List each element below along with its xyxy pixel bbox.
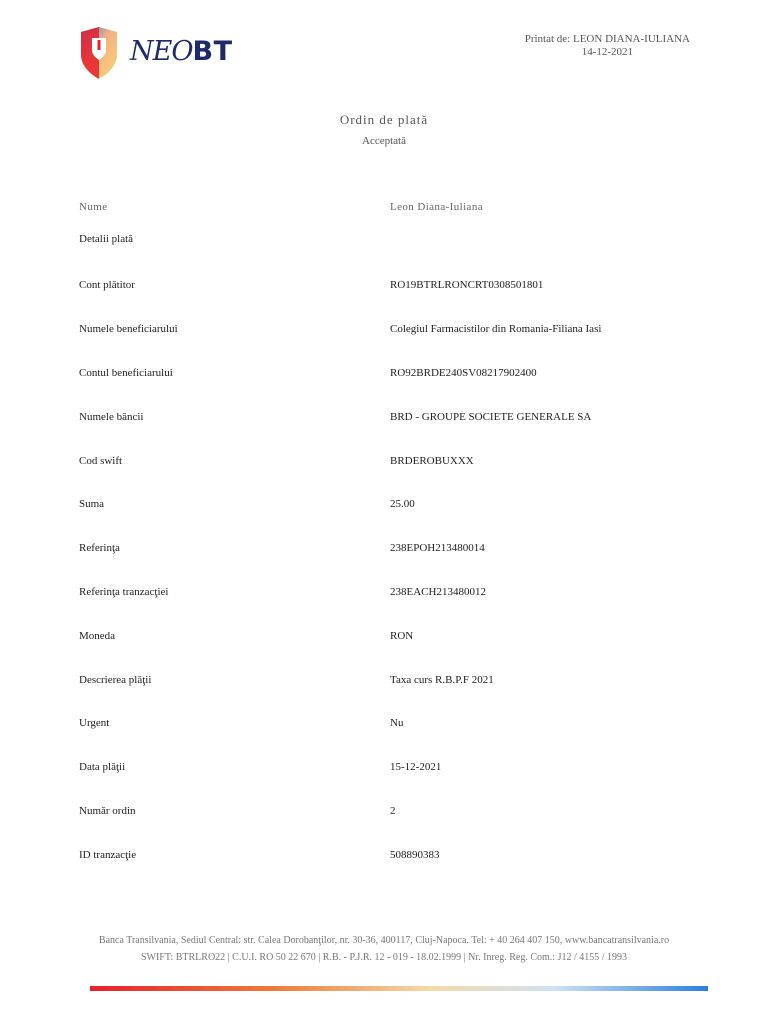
detail-label: Cont plătitor [79, 279, 135, 291]
logo-neo-text: NEO [130, 36, 193, 67]
detail-label: Descrierea plăţii [79, 674, 152, 686]
detail-value: 238EACH213480012 [390, 586, 486, 598]
detail-value: RON [390, 630, 414, 642]
detail-label: Referinţa [79, 542, 120, 554]
detail-row-urgent [0, 717, 768, 733]
detail-row-reference [0, 542, 768, 558]
detail-label: ID tranzacţie [79, 849, 137, 861]
detail-label: Moneda [79, 630, 116, 642]
detail-row-payment-date [0, 761, 768, 777]
detail-label: Contul beneficiarului [79, 367, 173, 379]
detail-value: Nu [390, 717, 404, 729]
detail-value: BRDEROBUXXX [390, 455, 474, 467]
detail-value: 2 [390, 805, 396, 817]
logo-bt-text: BT [192, 36, 233, 67]
detail-row-beneficiary-account [0, 367, 768, 383]
detail-label: Suma [79, 498, 105, 510]
detail-row-beneficiary-name [0, 323, 768, 339]
detail-value: 238EPOH213480014 [390, 542, 485, 554]
shield-logo-icon [78, 26, 120, 80]
detail-label: Numele băncii [79, 411, 144, 423]
detail-row-transaction-id [0, 849, 768, 865]
detail-row-order-number [0, 805, 768, 821]
detail-value: Taxa curs R.B.P.F 2021 [390, 674, 494, 686]
section-title-payment-details: Detalii plată [79, 233, 134, 245]
footer-address-line: Banca Transilvania, Sediul Central: str. Calea Dorobanţilor, nr. 30-36, 400117, Cluj-Napoca. Tel: + 40 264 407 150, www.bancatransilvania.ro [98, 935, 670, 946]
detail-value: RO92BRDE240SV08217902400 [390, 367, 537, 379]
name-row [0, 201, 768, 217]
detail-label: Urgent [79, 717, 110, 729]
detail-value: Colegiul Farmacistilor din Romania-Filiana Iasi [390, 323, 602, 335]
footer-registration-line: SWIFT: BTRLRO22 | C.U.I. RO 50 22 670 | R.B. - P.J.R. 12 - 019 - 18.02.1999 | Nr. Inreg. Reg. Com.: J12 / 4155 / 1993 [140, 952, 628, 963]
detail-label: Număr ordin [79, 805, 136, 817]
detail-value: 15-12-2021 [390, 761, 442, 773]
detail-row-bank-name [0, 411, 768, 427]
detail-row-payment-description [0, 674, 768, 690]
name-value: Leon Diana-Iuliana [390, 201, 484, 213]
detail-row-transaction-reference [0, 586, 768, 602]
detail-label: Referinţa tranzacţiei [79, 586, 169, 598]
detail-value: 25.00 [390, 498, 415, 510]
detail-row-amount [0, 498, 768, 514]
document-status: Acceptată [362, 135, 406, 147]
logo-wordmark [130, 36, 232, 67]
printed-by-block [525, 33, 690, 59]
detail-row-payer-account [0, 279, 768, 295]
neobt-logo [78, 26, 238, 82]
detail-value: BRD - GROUPE SOCIETE GENERALE SA [390, 411, 592, 423]
printed-by-text: Printat de: LEON DIANA-IULIANA [524, 33, 690, 45]
document-title: Ordin de plată [339, 112, 429, 127]
name-label: Nume [79, 201, 108, 213]
detail-label: Cod swift [79, 455, 123, 467]
detail-label: Numele beneficiarului [79, 323, 178, 335]
printed-date: 14-12-2021 [581, 46, 634, 58]
detail-row-swift-code [0, 455, 768, 471]
detail-value: 508890383 [390, 849, 440, 861]
detail-row-currency [0, 630, 768, 646]
detail-label: Data plăţii [79, 761, 126, 773]
footer-gradient-bar [90, 986, 708, 991]
detail-value: RO19BTRLRONCRT0308501801 [390, 279, 544, 291]
